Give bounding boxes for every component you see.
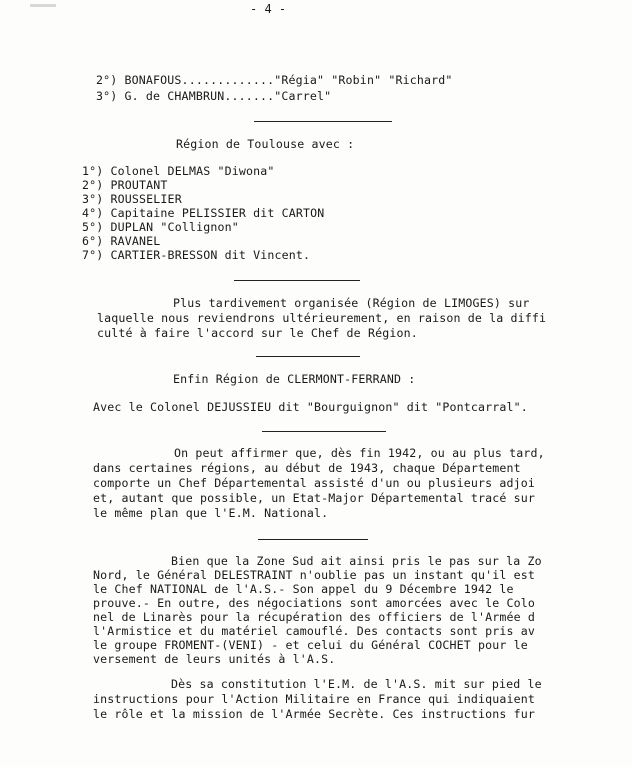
paragraph-line: Dès sa constitution l'E.M. de l'A.S. mit sur pied le [171, 677, 542, 691]
paragraph-line: le rôle et la mission de l'Armée Secrète. Ces instructions fur [93, 707, 536, 721]
paragraph-line: le Chef NATIONAL de l'A.S.- Son appel du 9 Décembre 1942 le [93, 582, 514, 596]
paragraph-line: instructions pour l'Action Militaire en France qui indiquaient [93, 692, 536, 706]
paragraph-line: l'Armistice et du matériel camouflé. Des contacts sont pris av [93, 624, 536, 638]
list-item: 5°) DUPLAN "Collignon" [82, 220, 239, 234]
paragraph-line: prouve.- En outre, des négociations sont amorcées avec le Colo [93, 596, 536, 610]
paragraph-line: nel de Linarès pour la récupération des officiers de l'Armée d [93, 610, 536, 624]
scan-mark [30, 4, 56, 7]
paragraph-line: Plus tardivement organisée (Région de LIMOGES) sur [173, 296, 530, 310]
paragraph-line: Bien que la Zone Sud ait ainsi pris le pas sur la Zo [171, 554, 542, 568]
paragraph-line: laquelle nous reviendrons ultérieurement, en raison de la diffi [97, 311, 547, 325]
list-item: 1°) Colonel DELMAS "Diwona" [82, 164, 275, 178]
paragraph-line: On peut affirmer que, dès fin 1942, ou au plus tard, [174, 446, 545, 460]
section-heading: Enfin Région de CLERMONT-FERRAND : [173, 372, 416, 386]
paragraph-line: et, autant que possible, un Etat-Major Départemental tracé sur [93, 491, 536, 505]
separator-rule [256, 356, 360, 357]
paragraph-line: Nord, le Général DELESTRAINT n'oublie pas un instant qu'il est [93, 568, 536, 582]
paragraph-line: versement de leurs unités à l'A.S. [93, 652, 336, 666]
list-item: 4°) Capitaine PELISSIER dit CARTON [82, 206, 325, 220]
list-item: 2°) PROUTANT [82, 178, 168, 192]
separator-rule [234, 280, 360, 281]
paragraph-line: Avec le Colonel DEJUSSIEU dit "Bourguignon" dit "Pontcarral". [93, 400, 528, 414]
page-number: - 4 - [250, 2, 287, 16]
paragraph-line: le groupe FROMENT-(VENI) - et celui du Général COCHET pour le [93, 638, 528, 652]
paragraph-line: comporte un Chef Départemental assisté d'un ou plusieurs adjoi [93, 476, 536, 490]
list-item: 7°) CARTIER-BRESSON dit Vincent. [82, 248, 311, 262]
paragraph-line: culté à faire l'accord sur le Chef de Région. [97, 326, 418, 340]
text-line: 2°) BONAFOUS............."Régia" "Robin" "Richard" [96, 73, 453, 87]
list-item: 3°) ROUSSELIER [82, 192, 182, 206]
text-line: 3°) G. de CHAMBRUN......."Carrel" [96, 89, 332, 103]
list-item: 6°) RAVANEL [82, 234, 161, 248]
separator-rule [254, 121, 392, 122]
separator-rule [262, 431, 386, 432]
section-heading: Région de Toulouse avec : [176, 137, 355, 151]
separator-rule [258, 539, 368, 540]
paragraph-line: le même plan que l'E.M. National. [93, 506, 329, 520]
paragraph-line: dans certaines régions, au début de 1943, chaque Département [93, 461, 521, 475]
